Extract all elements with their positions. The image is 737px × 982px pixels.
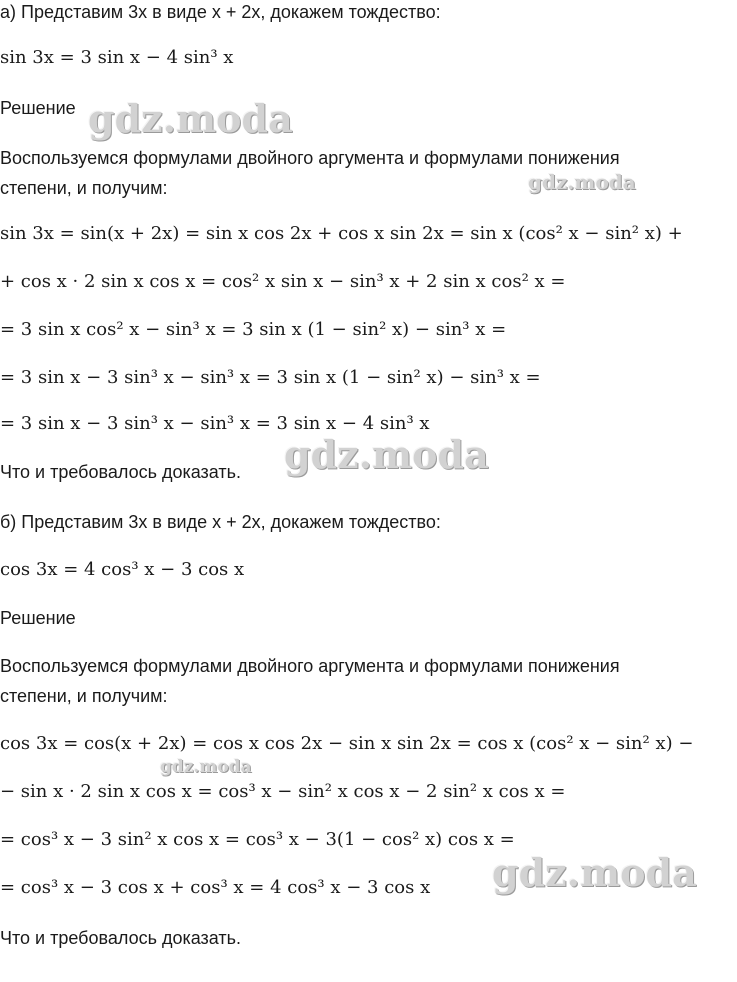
watermark-logo: gdz.moda — [160, 757, 252, 777]
part-b-step-2: − sin x · 2 sin x cos x = cos³ x − sin² x cos x − 2 sin² x cos x = — [0, 781, 566, 802]
part-b-conclusion: Что и требовалось доказать. — [0, 928, 242, 948]
part-a-step-3: = 3 sin x cos² x − sin³ x = 3 sin x (1 − sin² x) − sin³ x = — [0, 319, 507, 340]
part-b-step-3: = cos³ x − 3 sin² x cos x = cos³ x − 3(1 − cos² x) cos x = — [0, 829, 515, 850]
part-b-step-4: = cos³ x − 3 cos x + cos³ x = 4 cos³ x − 3 cos x — [0, 877, 431, 898]
watermark-logo: gdz.moda — [88, 96, 293, 141]
part-a-conclusion: Что и требовалось доказать. — [0, 462, 242, 482]
part-b-intro-line-2: степени, и получим: — [0, 686, 168, 706]
part-a-solution-label: Решение — [0, 98, 76, 118]
part-b-step-1: cos 3x = cos(x + 2x) = cos x cos 2x − sin x sin 2x = cos x (cos² x − sin² x) − — [0, 733, 694, 754]
part-a-step-2: + cos x · 2 sin x cos x = cos² x sin x − sin³ x + 2 sin x cos² x = — [0, 271, 566, 292]
watermark-logo: gdz.moda — [492, 850, 697, 895]
part-a-heading: а) Представим 3x в виде x + 2x, докажем тождество: — [0, 2, 441, 22]
watermark-logo: gdz.moda — [284, 432, 489, 477]
part-a-step-5: = 3 sin x − 3 sin³ x − sin³ x = 3 sin x − 4 sin³ x — [0, 413, 430, 434]
part-a-identity: sin 3x = 3 sin x − 4 sin³ x — [0, 47, 234, 68]
part-b-solution-label: Решение — [0, 608, 76, 628]
part-a-intro-line-2: степени, и получим: — [0, 178, 168, 198]
watermark-logo: gdz.moda — [528, 170, 636, 194]
part-b-heading: б) Представим 3x в виде x + 2x, докажем тождество: — [0, 512, 441, 532]
part-a-intro-line-1: Воспользуемся формулами двойного аргумента и формулами понижения — [0, 148, 620, 168]
part-b-identity: cos 3x = 4 cos³ x − 3 cos x — [0, 559, 245, 580]
part-a-step-1: sin 3x = sin(x + 2x) = sin x cos 2x + cos x sin 2x = sin x (cos² x − sin² x) + — [0, 223, 683, 244]
part-b-intro-line-1: Воспользуемся формулами двойного аргумента и формулами понижения — [0, 656, 620, 676]
part-a-step-4: = 3 sin x − 3 sin³ x − sin³ x = 3 sin x (1 − sin² x) − sin³ x = — [0, 367, 541, 388]
